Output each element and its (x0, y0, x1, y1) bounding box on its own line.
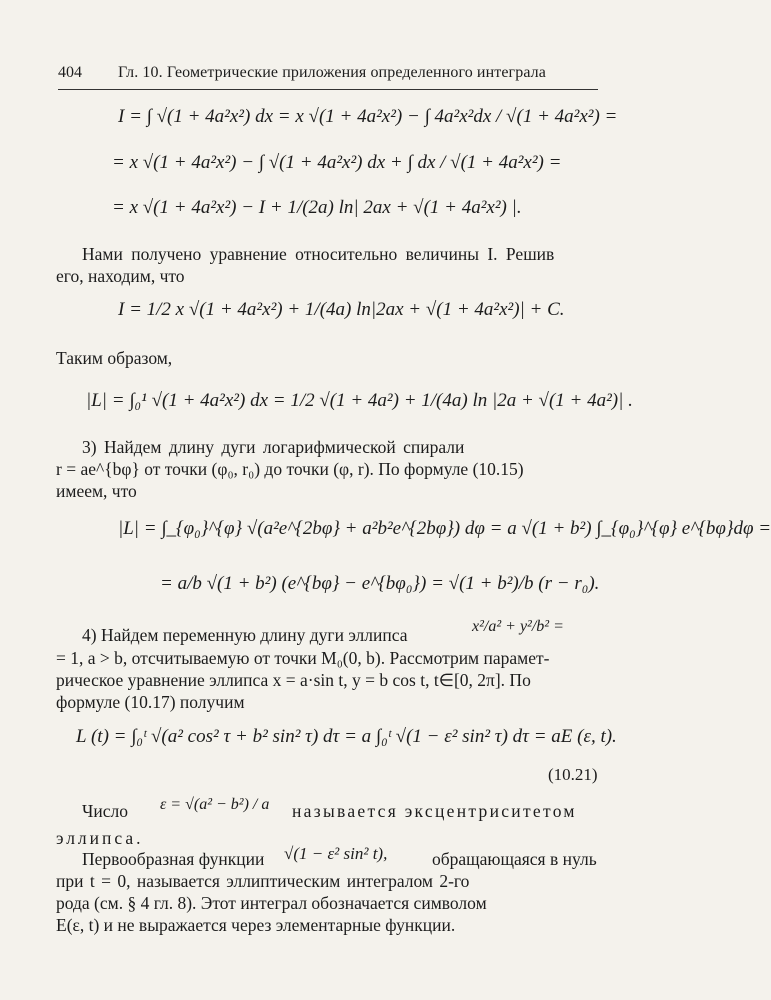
paragraph-4-line-2: = 1, a > b, отсчитываемую от точки M₀(0, b). Рассмотрим парамет- (56, 648, 550, 668)
paragraph-6-line-1: обращающаяся в нуль (432, 849, 597, 869)
equation-4-line-1: |L| = ∫_{φ₀}^{φ} √(a²e^{2bφ} + a²b²e^{2bφ}) dφ = a √(1 + b²) ∫_{φ₀}^{φ} e^{bφ}dφ = (118, 518, 771, 539)
paragraph-5-line-2: эллипса. (56, 828, 144, 848)
integrand-formula: √(1 − ε² sin² t), (284, 844, 388, 863)
ellipse-equation: x²/a² + y²/b² = (472, 618, 564, 635)
paragraph-5-label: Число (82, 801, 128, 821)
equation-5: L (t) = ∫₀ᵗ √(a² cos² τ + b² sin² τ) dτ = a ∫₀ᵗ √(1 − ε² sin² τ) dτ = aE (ε, t). (76, 726, 617, 747)
chapter-title: Гл. 10. Геометрические приложения определенного интеграла (118, 64, 546, 81)
paragraph-2: Таким образом, (56, 348, 173, 368)
paragraph-3-line-1: 3) Найдем длину дуги логарифмической спирали (82, 437, 465, 457)
paragraph-4-line-1: 4) Найдем переменную длину дуги эллипса (82, 625, 408, 645)
paragraph-4-line-3: рическое уравнение эллипса x = a·sin t, y = b cos t, t∈[0, 2π]. По (56, 670, 531, 690)
paragraph-5-line-1: называется эксцентриситетом (292, 801, 577, 821)
equation-4-line-2: = a/b √(1 + b²) (e^{bφ} − e^{bφ₀}) = √(1 + b²)/b (r − r₀). (160, 573, 600, 594)
paragraph-3-line-2: r = ae^{bφ} от точки (φ₀, r₀) до точки (φ, r). По формуле (10.15) (56, 459, 524, 479)
eccentricity-formula: ε = √(a² − b²) / a (160, 796, 270, 813)
equation-3: |L| = ∫₀¹ √(1 + 4a²x²) dx = 1/2 √(1 + 4a²) + 1/(4a) ln |2a + √(1 + 4a²)| . (86, 390, 633, 411)
equation-1-line-3: = x √(1 + 4a²x²) − I + 1/(2a) ln| 2ax + √(1 + 4a²x²) |. (112, 197, 522, 218)
paragraph-4-line-4: формуле (10.17) получим (56, 692, 245, 712)
paragraph-6-line-4: E(ε, t) и не выражается через элементарные функции. (56, 915, 456, 935)
paragraph-1-line-2: его, находим, что (56, 266, 185, 286)
paragraph-6-line-2: при t = 0, называется эллиптическим интегралом 2-го (56, 871, 470, 891)
equation-number: (10.21) (548, 765, 598, 784)
equation-1-line-2: = x √(1 + 4a²x²) − ∫ √(1 + 4a²x²) dx + ∫ dx / √(1 + 4a²x²) = (112, 152, 562, 173)
paragraph-1-line-1: Нами получено уравнение относительно величины I. Решив (82, 244, 555, 264)
paragraph-6-label: Первообразная функции (82, 849, 265, 869)
paragraph-6-line-3: рода (см. § 4 гл. 8). Этот интеграл обозначается символом (56, 893, 487, 913)
equation-2: I = 1/2 x √(1 + 4a²x²) + 1/(4a) ln|2ax + √(1 + 4a²x²)| + C. (118, 299, 565, 320)
equation-1-line-1: I = ∫ √(1 + 4a²x²) dx = x √(1 + 4a²x²) − ∫ 4a²x²dx / √(1 + 4a²x²) = (118, 106, 618, 127)
page-header (58, 64, 598, 82)
paragraph-3-line-3: имеем, что (56, 481, 137, 501)
header-rule (58, 89, 598, 90)
page-number: 404 (58, 64, 82, 81)
